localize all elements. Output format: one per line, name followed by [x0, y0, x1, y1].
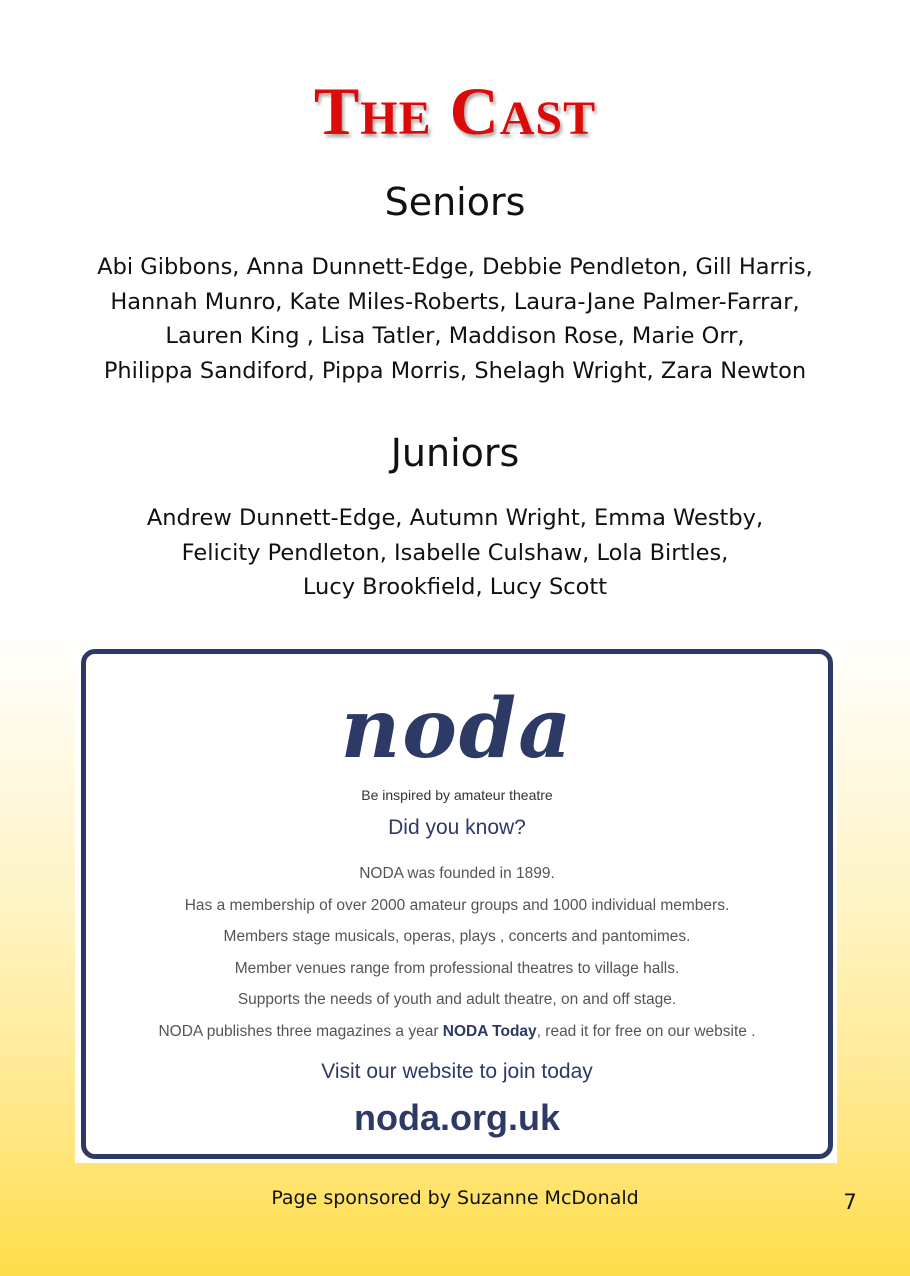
fact-line: Supports the needs of youth and adult theatre, on and off stage.: [237, 991, 677, 1008]
join-cta: Visit our website to join today: [321, 1060, 593, 1083]
sponsor-note: Page sponsored by Suzanne McDonald: [271, 1187, 639, 1209]
fact-line: NODA was founded in 1899.: [359, 865, 555, 882]
juniors-list: [60, 501, 850, 605]
fact-line: Members stage musicals, operas, plays , concerts and pantomimes.: [223, 928, 691, 945]
noda-tagline: Be inspired by amateur theatre: [361, 787, 553, 803]
seniors-line: Lauren King , Lisa Tatler, Maddison Rose, Marie Orr,: [165, 323, 745, 349]
noda-facts: [86, 858, 828, 1047]
seniors-line: Abi Gibbons, Anna Dunnett-Edge, Debbie Pendleton, Gill Harris,: [97, 254, 813, 280]
juniors-line: Andrew Dunnett-Edge, Autumn Wright, Emma Westby,: [146, 505, 764, 531]
did-you-know-heading: Did you know?: [388, 816, 526, 839]
page-number: 7: [843, 1190, 857, 1214]
seniors-line: Hannah Munro, Kate Miles-Roberts, Laura-Jane Palmer-Farrar,: [110, 288, 800, 315]
fact-suffix: , read it for free on our website .: [536, 1022, 756, 1040]
noda-advert-frame: [81, 649, 833, 1159]
noda-today-name: NODA Today: [442, 1022, 537, 1040]
seniors-heading: Seniors: [384, 180, 526, 224]
page-title: The Cast: [313, 73, 597, 149]
noda-advert: [75, 645, 837, 1163]
noda-website-link[interactable]: noda.org.uk: [354, 1097, 560, 1138]
fact-line: [86, 1016, 828, 1048]
seniors-line: Philippa Sandiford, Pippa Morris, Shelagh Wright, Zara Newton: [103, 357, 807, 384]
fact-line: Has a membership of over 2000 amateur groups and 1000 individual members.: [184, 896, 730, 914]
juniors-heading: Juniors: [390, 431, 520, 475]
noda-logo: noda: [340, 681, 574, 777]
fact-prefix: NODA publishes three magazines a year: [158, 1022, 443, 1040]
juniors-line: Lucy Brookfield, Lucy Scott: [302, 574, 608, 600]
fact-line: Member venues range from professional theatres to village halls.: [234, 959, 680, 977]
seniors-list: [60, 250, 850, 388]
juniors-line: Felicity Pendleton, Isabelle Culshaw, Lola Birtles,: [181, 539, 729, 566]
